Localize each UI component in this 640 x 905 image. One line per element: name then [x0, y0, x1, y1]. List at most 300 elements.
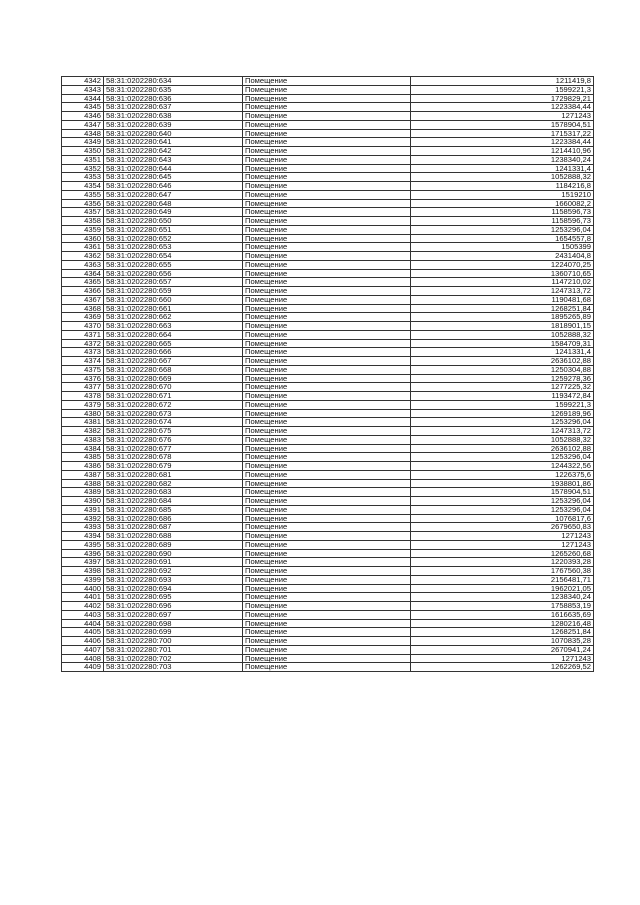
table-row — [62, 339, 594, 348]
cadastral-number-cell: 58:31:0202280:693 — [104, 575, 243, 584]
object-type-cell: Помещение — [243, 330, 411, 339]
cadastral-value-cell: 1224070,25 — [411, 260, 594, 269]
object-type-cell: Помещение — [243, 418, 411, 427]
row-number-cell: 4383 — [62, 435, 104, 444]
cadastral-value-cell: 1220393,28 — [411, 558, 594, 567]
cadastral-value-cell: 1259278,36 — [411, 374, 594, 383]
cadastral-number-cell: 58:31:0202280:645 — [104, 173, 243, 182]
cadastral-value-cell: 1505399 — [411, 243, 594, 252]
table-row — [62, 427, 594, 436]
cadastral-number-cell: 58:31:0202280:702 — [104, 654, 243, 663]
row-number-cell: 4385 — [62, 453, 104, 462]
object-type-cell: Помещение — [243, 374, 411, 383]
object-type-cell: Помещение — [243, 295, 411, 304]
object-type-cell: Помещение — [243, 514, 411, 523]
cadastral-value-cell: 1223384,44 — [411, 138, 594, 147]
table-row — [62, 304, 594, 313]
row-number-cell: 4379 — [62, 400, 104, 409]
table-row — [62, 567, 594, 576]
cadastral-value-cell: 1578904,51 — [411, 120, 594, 129]
cadastral-value-cell: 2636102,88 — [411, 357, 594, 366]
row-number-cell: 4384 — [62, 444, 104, 453]
cadastral-number-cell: 58:31:0202280:634 — [104, 77, 243, 86]
row-number-cell: 4401 — [62, 593, 104, 602]
table-row — [62, 234, 594, 243]
row-number-cell: 4350 — [62, 147, 104, 156]
row-number-cell: 4382 — [62, 427, 104, 436]
object-type-cell: Помещение — [243, 584, 411, 593]
cadastral-value-cell: 1818901,15 — [411, 322, 594, 331]
cadastral-number-cell: 58:31:0202280:655 — [104, 260, 243, 269]
cadastral-value-cell: 1158596,73 — [411, 208, 594, 217]
table-row — [62, 365, 594, 374]
table-row — [62, 444, 594, 453]
table-row — [62, 147, 594, 156]
row-number-cell: 4402 — [62, 602, 104, 611]
object-type-cell: Помещение — [243, 558, 411, 567]
table-row — [62, 628, 594, 637]
cadastral-number-cell: 58:31:0202280:682 — [104, 479, 243, 488]
table-row — [62, 287, 594, 296]
object-type-cell: Помещение — [243, 138, 411, 147]
row-number-cell: 4346 — [62, 112, 104, 121]
table-row — [62, 155, 594, 164]
object-type-cell: Помещение — [243, 77, 411, 86]
cadastral-value-cell: 1599221,3 — [411, 85, 594, 94]
cadastral-number-cell: 58:31:0202280:674 — [104, 418, 243, 427]
records-table-body — [62, 77, 594, 672]
cadastral-value-cell: 1211419,8 — [411, 77, 594, 86]
cadastral-value-cell: 1519210 — [411, 190, 594, 199]
cadastral-number-cell: 58:31:0202280:661 — [104, 304, 243, 313]
cadastral-value-cell: 1271243 — [411, 112, 594, 121]
object-type-cell: Помещение — [243, 365, 411, 374]
cadastral-number-cell: 58:31:0202280:678 — [104, 453, 243, 462]
row-number-cell: 4405 — [62, 628, 104, 637]
table-row — [62, 383, 594, 392]
row-number-cell: 4356 — [62, 199, 104, 208]
cadastral-value-cell: 1253296,04 — [411, 497, 594, 506]
row-number-cell: 4366 — [62, 287, 104, 296]
cadastral-value-cell: 1271243 — [411, 532, 594, 541]
cadastral-value-cell: 1223384,44 — [411, 103, 594, 112]
object-type-cell: Помещение — [243, 435, 411, 444]
row-number-cell: 4408 — [62, 654, 104, 663]
table-row — [62, 357, 594, 366]
row-number-cell: 4396 — [62, 549, 104, 558]
row-number-cell: 4403 — [62, 610, 104, 619]
object-type-cell: Помещение — [243, 199, 411, 208]
cadastral-number-cell: 58:31:0202280:648 — [104, 199, 243, 208]
table-row — [62, 252, 594, 261]
cadastral-value-cell: 1190481,68 — [411, 295, 594, 304]
row-number-cell: 4353 — [62, 173, 104, 182]
table-row — [62, 208, 594, 217]
cadastral-number-cell: 58:31:0202280:673 — [104, 409, 243, 418]
cadastral-number-cell: 58:31:0202280:672 — [104, 400, 243, 409]
row-number-cell: 4344 — [62, 94, 104, 103]
cadastral-number-cell: 58:31:0202280:703 — [104, 663, 243, 672]
table-row — [62, 470, 594, 479]
object-type-cell: Помещение — [243, 540, 411, 549]
cadastral-value-cell: 2156481,71 — [411, 575, 594, 584]
cadastral-value-cell: 1767560,38 — [411, 567, 594, 576]
table-row — [62, 575, 594, 584]
object-type-cell: Помещение — [243, 427, 411, 436]
row-number-cell: 4351 — [62, 155, 104, 164]
cadastral-value-cell: 2636102,88 — [411, 444, 594, 453]
cadastral-number-cell: 58:31:0202280:656 — [104, 269, 243, 278]
row-number-cell: 4404 — [62, 619, 104, 628]
cadastral-number-cell: 58:31:0202280:671 — [104, 392, 243, 401]
row-number-cell: 4342 — [62, 77, 104, 86]
cadastral-number-cell: 58:31:0202280:699 — [104, 628, 243, 637]
row-number-cell: 4406 — [62, 637, 104, 646]
object-type-cell: Помещение — [243, 593, 411, 602]
row-number-cell: 4399 — [62, 575, 104, 584]
object-type-cell: Помещение — [243, 532, 411, 541]
table-row — [62, 409, 594, 418]
cadastral-number-cell: 58:31:0202280:644 — [104, 164, 243, 173]
object-type-cell: Помещение — [243, 497, 411, 506]
cadastral-value-cell: 1238340,24 — [411, 155, 594, 164]
row-number-cell: 4391 — [62, 505, 104, 514]
row-number-cell: 4369 — [62, 313, 104, 322]
row-number-cell: 4372 — [62, 339, 104, 348]
cadastral-value-cell: 1360710,65 — [411, 269, 594, 278]
cadastral-number-cell: 58:31:0202280:657 — [104, 278, 243, 287]
object-type-cell: Помещение — [243, 243, 411, 252]
object-type-cell: Помещение — [243, 287, 411, 296]
row-number-cell: 4409 — [62, 663, 104, 672]
row-number-cell: 4397 — [62, 558, 104, 567]
table-row — [62, 523, 594, 532]
table-row — [62, 199, 594, 208]
cadastral-value-cell: 1616635,69 — [411, 610, 594, 619]
object-type-cell: Помещение — [243, 645, 411, 654]
cadastral-value-cell: 1052888,32 — [411, 435, 594, 444]
cadastral-number-cell: 58:31:0202280:690 — [104, 549, 243, 558]
cadastral-number-cell: 58:31:0202280:647 — [104, 190, 243, 199]
cadastral-value-cell: 1660082,2 — [411, 199, 594, 208]
cadastral-number-cell: 58:31:0202280:666 — [104, 348, 243, 357]
table-row — [62, 269, 594, 278]
cadastral-number-cell: 58:31:0202280:649 — [104, 208, 243, 217]
object-type-cell: Помещение — [243, 260, 411, 269]
object-type-cell: Помещение — [243, 409, 411, 418]
row-number-cell: 4395 — [62, 540, 104, 549]
object-type-cell: Помещение — [243, 654, 411, 663]
row-number-cell: 4362 — [62, 252, 104, 261]
object-type-cell: Помещение — [243, 348, 411, 357]
object-type-cell: Помещение — [243, 383, 411, 392]
object-type-cell: Помещение — [243, 357, 411, 366]
row-number-cell: 4365 — [62, 278, 104, 287]
table-row — [62, 532, 594, 541]
cadastral-value-cell: 1938801,86 — [411, 479, 594, 488]
table-row — [62, 435, 594, 444]
table-row — [62, 278, 594, 287]
cadastral-number-cell: 58:31:0202280:679 — [104, 462, 243, 471]
table-row — [62, 112, 594, 121]
object-type-cell: Помещение — [243, 252, 411, 261]
object-type-cell: Помещение — [243, 549, 411, 558]
row-number-cell: 4389 — [62, 488, 104, 497]
cadastral-number-cell: 58:31:0202280:698 — [104, 619, 243, 628]
cadastral-number-cell: 58:31:0202280:691 — [104, 558, 243, 567]
cadastral-number-cell: 58:31:0202280:641 — [104, 138, 243, 147]
cadastral-value-cell: 1962021,05 — [411, 584, 594, 593]
table-row — [62, 663, 594, 672]
cadastral-records-table — [61, 76, 594, 672]
cadastral-value-cell: 1214410,96 — [411, 147, 594, 156]
object-type-cell: Помещение — [243, 313, 411, 322]
object-type-cell: Помещение — [243, 444, 411, 453]
row-number-cell: 4361 — [62, 243, 104, 252]
table-row — [62, 654, 594, 663]
row-number-cell: 4373 — [62, 348, 104, 357]
cadastral-value-cell: 1277225,32 — [411, 383, 594, 392]
cadastral-number-cell: 58:31:0202280:659 — [104, 287, 243, 296]
cadastral-number-cell: 58:31:0202280:638 — [104, 112, 243, 121]
object-type-cell: Помещение — [243, 164, 411, 173]
row-number-cell: 4400 — [62, 584, 104, 593]
cadastral-number-cell: 58:31:0202280:643 — [104, 155, 243, 164]
cadastral-number-cell: 58:31:0202280:681 — [104, 470, 243, 479]
object-type-cell: Помещение — [243, 147, 411, 156]
row-number-cell: 4390 — [62, 497, 104, 506]
cadastral-number-cell: 58:31:0202280:697 — [104, 610, 243, 619]
table-row — [62, 479, 594, 488]
cadastral-value-cell: 1758853,19 — [411, 602, 594, 611]
object-type-cell: Помещение — [243, 208, 411, 217]
row-number-cell: 4388 — [62, 479, 104, 488]
table-row — [62, 330, 594, 339]
row-number-cell: 4371 — [62, 330, 104, 339]
row-number-cell: 4343 — [62, 85, 104, 94]
cadastral-number-cell: 58:31:0202280:687 — [104, 523, 243, 532]
cadastral-value-cell: 1147210,02 — [411, 278, 594, 287]
object-type-cell: Помещение — [243, 85, 411, 94]
object-type-cell: Помещение — [243, 94, 411, 103]
object-type-cell: Помещение — [243, 392, 411, 401]
object-type-cell: Помещение — [243, 217, 411, 226]
row-number-cell: 4375 — [62, 365, 104, 374]
object-type-cell: Помещение — [243, 602, 411, 611]
row-number-cell: 4348 — [62, 129, 104, 138]
table-row — [62, 374, 594, 383]
cadastral-number-cell: 58:31:0202280:665 — [104, 339, 243, 348]
cadastral-number-cell: 58:31:0202280:670 — [104, 383, 243, 392]
row-number-cell: 4398 — [62, 567, 104, 576]
object-type-cell: Помещение — [243, 505, 411, 514]
table-row — [62, 348, 594, 357]
table-row — [62, 243, 594, 252]
cadastral-value-cell: 1052888,32 — [411, 330, 594, 339]
row-number-cell: 4378 — [62, 392, 104, 401]
cadastral-value-cell: 1253296,04 — [411, 453, 594, 462]
object-type-cell: Помещение — [243, 567, 411, 576]
cadastral-value-cell: 1158596,73 — [411, 217, 594, 226]
table-row — [62, 392, 594, 401]
table-row — [62, 645, 594, 654]
table-row — [62, 610, 594, 619]
cadastral-value-cell: 1253296,04 — [411, 225, 594, 234]
row-number-cell: 4352 — [62, 164, 104, 173]
cadastral-number-cell: 58:31:0202280:653 — [104, 243, 243, 252]
cadastral-value-cell: 1244322,56 — [411, 462, 594, 471]
object-type-cell: Помещение — [243, 488, 411, 497]
table-row — [62, 488, 594, 497]
cadastral-number-cell: 58:31:0202280:676 — [104, 435, 243, 444]
cadastral-number-cell: 58:31:0202280:689 — [104, 540, 243, 549]
cadastral-value-cell: 1280216,48 — [411, 619, 594, 628]
object-type-cell: Помещение — [243, 129, 411, 138]
table-row — [62, 322, 594, 331]
row-number-cell: 4377 — [62, 383, 104, 392]
table-row — [62, 85, 594, 94]
object-type-cell: Помещение — [243, 234, 411, 243]
cadastral-number-cell: 58:31:0202280:635 — [104, 85, 243, 94]
cadastral-number-cell: 58:31:0202280:636 — [104, 94, 243, 103]
cadastral-value-cell: 1265260,68 — [411, 549, 594, 558]
cadastral-number-cell: 58:31:0202280:677 — [104, 444, 243, 453]
table-row — [62, 593, 594, 602]
cadastral-value-cell: 1193472,84 — [411, 392, 594, 401]
cadastral-number-cell: 58:31:0202280:696 — [104, 602, 243, 611]
table-row — [62, 77, 594, 86]
cadastral-value-cell: 1578904,51 — [411, 488, 594, 497]
row-number-cell: 4394 — [62, 532, 104, 541]
row-number-cell: 4376 — [62, 374, 104, 383]
object-type-cell: Помещение — [243, 225, 411, 234]
object-type-cell: Помещение — [243, 637, 411, 646]
cadastral-number-cell: 58:31:0202280:650 — [104, 217, 243, 226]
row-number-cell: 4360 — [62, 234, 104, 243]
cadastral-number-cell: 58:31:0202280:686 — [104, 514, 243, 523]
table-row — [62, 514, 594, 523]
table-row — [62, 94, 594, 103]
cadastral-value-cell: 1184216,8 — [411, 182, 594, 191]
table-row — [62, 418, 594, 427]
cadastral-number-cell: 58:31:0202280:651 — [104, 225, 243, 234]
cadastral-value-cell: 1271243 — [411, 654, 594, 663]
cadastral-number-cell: 58:31:0202280:652 — [104, 234, 243, 243]
cadastral-value-cell: 1253296,04 — [411, 418, 594, 427]
object-type-cell: Помещение — [243, 628, 411, 637]
table-row — [62, 182, 594, 191]
table-row — [62, 497, 594, 506]
cadastral-number-cell: 58:31:0202280:685 — [104, 505, 243, 514]
cadastral-value-cell: 1250304,88 — [411, 365, 594, 374]
row-number-cell: 4358 — [62, 217, 104, 226]
object-type-cell: Помещение — [243, 278, 411, 287]
cadastral-value-cell: 1729829,21 — [411, 94, 594, 103]
cadastral-number-cell: 58:31:0202280:675 — [104, 427, 243, 436]
cadastral-value-cell: 1269189,96 — [411, 409, 594, 418]
cadastral-number-cell: 58:31:0202280:692 — [104, 567, 243, 576]
row-number-cell: 4381 — [62, 418, 104, 427]
cadastral-number-cell: 58:31:0202280:662 — [104, 313, 243, 322]
object-type-cell: Помещение — [243, 523, 411, 532]
object-type-cell: Помещение — [243, 339, 411, 348]
row-number-cell: 4349 — [62, 138, 104, 147]
cadastral-value-cell: 1262269,52 — [411, 663, 594, 672]
object-type-cell: Помещение — [243, 173, 411, 182]
cadastral-number-cell: 58:31:0202280:694 — [104, 584, 243, 593]
row-number-cell: 4407 — [62, 645, 104, 654]
object-type-cell: Помещение — [243, 190, 411, 199]
table-row — [62, 295, 594, 304]
table-row — [62, 103, 594, 112]
row-number-cell: 4370 — [62, 322, 104, 331]
table-row — [62, 400, 594, 409]
object-type-cell: Помещение — [243, 619, 411, 628]
object-type-cell: Помещение — [243, 120, 411, 129]
table-row — [62, 619, 594, 628]
object-type-cell: Помещение — [243, 479, 411, 488]
object-type-cell: Помещение — [243, 112, 411, 121]
row-number-cell: 4367 — [62, 295, 104, 304]
cadastral-value-cell: 1584709,31 — [411, 339, 594, 348]
object-type-cell: Помещение — [243, 575, 411, 584]
cadastral-value-cell: 1895265,89 — [411, 313, 594, 322]
table-row — [62, 584, 594, 593]
table-row — [62, 120, 594, 129]
cadastral-value-cell: 2431404,8 — [411, 252, 594, 261]
row-number-cell: 4380 — [62, 409, 104, 418]
object-type-cell: Помещение — [243, 304, 411, 313]
cadastral-number-cell: 58:31:0202280:640 — [104, 129, 243, 138]
table-row — [62, 225, 594, 234]
row-number-cell: 4392 — [62, 514, 104, 523]
table-row — [62, 637, 594, 646]
cadastral-value-cell: 1599221,3 — [411, 400, 594, 409]
row-number-cell: 4355 — [62, 190, 104, 199]
object-type-cell: Помещение — [243, 610, 411, 619]
table-row — [62, 549, 594, 558]
object-type-cell: Помещение — [243, 103, 411, 112]
row-number-cell: 4354 — [62, 182, 104, 191]
cadastral-value-cell: 1268251,84 — [411, 628, 594, 637]
object-type-cell: Помещение — [243, 663, 411, 672]
cadastral-value-cell: 1247313,72 — [411, 287, 594, 296]
cadastral-number-cell: 58:31:0202280:688 — [104, 532, 243, 541]
object-type-cell: Помещение — [243, 322, 411, 331]
object-type-cell: Помещение — [243, 182, 411, 191]
cadastral-number-cell: 58:31:0202280:639 — [104, 120, 243, 129]
object-type-cell: Помещение — [243, 269, 411, 278]
cadastral-number-cell: 58:31:0202280:637 — [104, 103, 243, 112]
table-row — [62, 313, 594, 322]
row-number-cell: 4368 — [62, 304, 104, 313]
row-number-cell: 4359 — [62, 225, 104, 234]
table-row — [62, 602, 594, 611]
row-number-cell: 4357 — [62, 208, 104, 217]
cadastral-number-cell: 58:31:0202280:667 — [104, 357, 243, 366]
cadastral-value-cell: 1715317,22 — [411, 129, 594, 138]
table-row — [62, 260, 594, 269]
cadastral-number-cell: 58:31:0202280:695 — [104, 593, 243, 602]
cadastral-value-cell: 1076817,6 — [411, 514, 594, 523]
table-row — [62, 173, 594, 182]
row-number-cell: 4345 — [62, 103, 104, 112]
cadastral-value-cell: 1070835,28 — [411, 637, 594, 646]
table-row — [62, 217, 594, 226]
row-number-cell: 4347 — [62, 120, 104, 129]
cadastral-number-cell: 58:31:0202280:646 — [104, 182, 243, 191]
cadastral-number-cell: 58:31:0202280:660 — [104, 295, 243, 304]
